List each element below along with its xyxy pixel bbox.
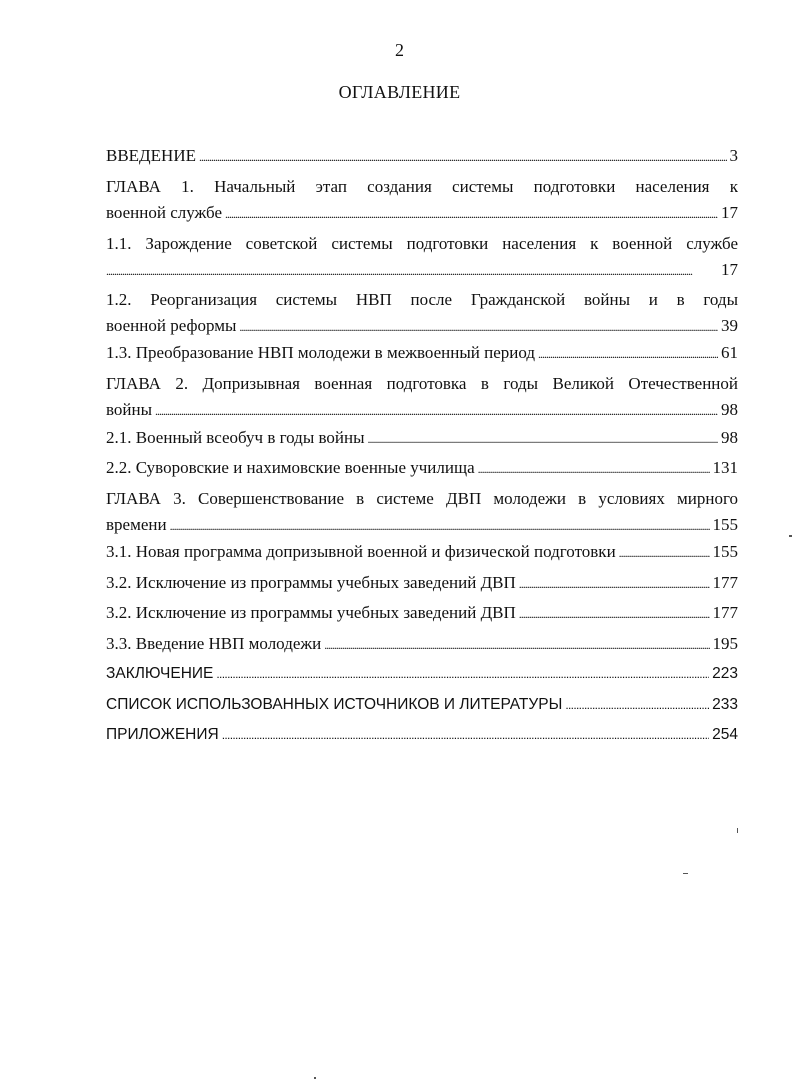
toc-entry-page: 39 [721, 316, 738, 335]
toc-entry-3-2[interactable] [106, 570, 738, 597]
toc-entry-2-2[interactable] [106, 455, 738, 482]
leader-dots [225, 200, 718, 227]
toc-entry-2-1[interactable] [106, 425, 738, 452]
toc-entry-bibliography[interactable] [106, 692, 738, 718]
leader-dots [519, 600, 710, 627]
toc-entry-1-3[interactable] [106, 340, 738, 367]
toc-entry-page: 98 [721, 400, 738, 419]
toc-entry-chapter-1[interactable] [106, 174, 738, 227]
scan-speck [789, 535, 792, 537]
toc-entry-page: 254 [712, 726, 738, 743]
toc-entry-conclusion[interactable] [106, 661, 738, 687]
leader-dots [368, 425, 718, 452]
toc-entry-text: 2.2. Суворовские и нахимовские военные училища [106, 458, 475, 477]
page-number: 2 [395, 40, 404, 60]
toc-entry-page: 17 [721, 203, 738, 222]
toc-entry-page: 131 [712, 458, 738, 477]
toc-entry-lead: ГЛАВА 1. Начальный этап создания системы подготовки населения к [106, 177, 738, 196]
leader-dots [199, 143, 727, 170]
toc-entry-lead: ГЛАВА 3. Совершенствование в системе ДВП молодежи в условиях мирного [106, 489, 738, 508]
toc-entry-1-1[interactable] [106, 231, 738, 284]
toc-title: ОГЛАВЛЕНИЕ [338, 82, 461, 102]
toc-entry-text: ЗАКЛЮЧЕНИЕ [106, 665, 214, 682]
leader-dots [222, 722, 709, 748]
leader-dots [170, 512, 710, 539]
toc-entry-page: 195 [712, 634, 738, 653]
toc-entry-text: военной службе [106, 203, 223, 222]
scan-speck [683, 873, 688, 874]
toc-entry-text: СПИСОК ИСПОЛЬЗОВАННЫХ ИСТОЧНИКОВ И ЛИТЕРАТУРЫ [106, 696, 563, 713]
toc-entry-page: 17 [721, 260, 738, 279]
leader-dots [565, 692, 709, 718]
scan-speck [314, 1077, 316, 1079]
toc-entry-page: 177 [712, 603, 738, 622]
scan-speck [737, 828, 738, 833]
toc-entry-page: 223 [712, 665, 738, 682]
toc-entry-text: ПРИЛОЖЕНИЯ [106, 726, 219, 743]
toc-entry-3-3[interactable] [106, 631, 738, 658]
toc-entry-lead: 1.1. Зарождение советской системы подготовки населения к военной службе [106, 234, 738, 253]
leader-dots [619, 539, 710, 566]
toc-entry-page: 3 [729, 146, 738, 165]
toc-entry-text: ВВЕДЕНИЕ [106, 146, 196, 165]
toc-entry-text: 3.2. Исключение из программы учебных заведений ДВП [106, 603, 516, 622]
leader-dots [155, 397, 718, 424]
toc-entry-lead: 1.2. Реорганизация системы НВП после Гражданской войны и в годы [106, 290, 738, 309]
toc-entry-page: 98 [721, 428, 738, 447]
toc-entry-page: 155 [712, 515, 738, 534]
toc-entry-text: войны [106, 400, 153, 419]
leader-dots [324, 631, 709, 658]
toc-entry-text: 3.1. Новая программа допризывной военной и физической подготовки [106, 542, 616, 561]
toc-entry-introduction[interactable] [106, 143, 738, 170]
toc-entry-page: 61 [721, 343, 738, 362]
toc-entry-text: 2.1. Военный всеобуч в годы войны [106, 428, 365, 447]
toc-entry-text: военной реформы [106, 316, 237, 335]
leader-dots [538, 340, 718, 367]
toc-entry-page: 177 [712, 573, 738, 592]
toc-entry-text: 3.3. Введение НВП молодежи [106, 634, 322, 653]
toc-entry-text: времени [106, 515, 167, 534]
toc-entry-chapter-2[interactable] [106, 371, 738, 424]
leader-dots [478, 455, 710, 482]
toc-entry-page: 233 [712, 696, 738, 713]
leader-dots [106, 257, 718, 284]
toc-entry-3-2-duplicate[interactable] [106, 600, 738, 627]
toc-entry-page: 155 [712, 542, 738, 561]
leader-dots [519, 570, 710, 597]
toc-entry-lead: ГЛАВА 2. Допризывная военная подготовка в годы Великой Отечественной [106, 374, 738, 393]
toc-entry-appendices[interactable] [106, 722, 738, 748]
leader-dots [216, 661, 709, 687]
toc-entry-text: 1.3. Преобразование НВП молодежи в межвоенный период [106, 343, 536, 362]
toc-entry-chapter-3[interactable] [106, 486, 738, 539]
toc-entry-1-2[interactable] [106, 287, 738, 340]
toc-entry-text: 3.2. Исключение из программы учебных заведений ДВП [106, 573, 516, 592]
toc-entry-3-1[interactable] [106, 539, 738, 566]
leader-dots [239, 313, 718, 340]
